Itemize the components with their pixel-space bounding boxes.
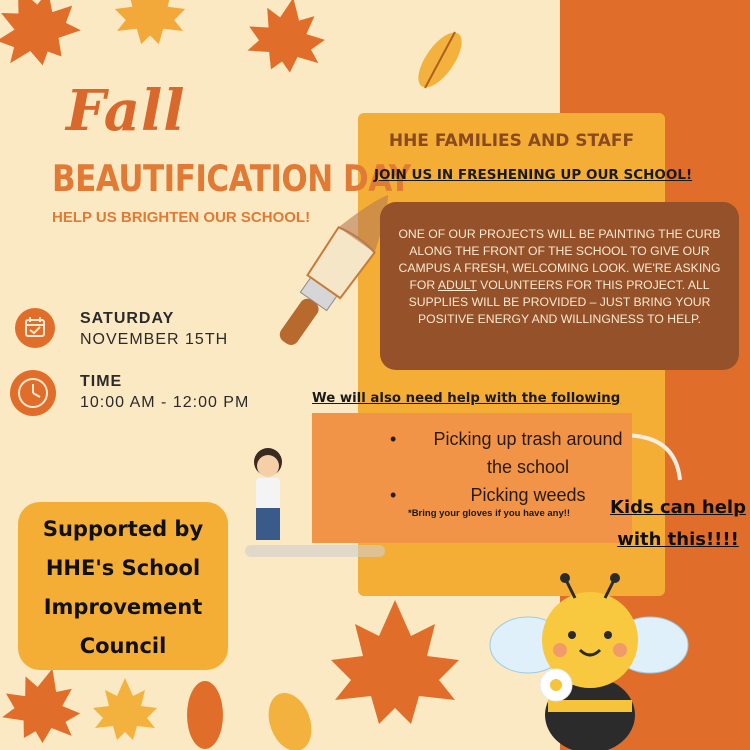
list-item: • Picking up trash around the school (390, 429, 623, 477)
help-heading: We will also need help with the following (312, 391, 621, 406)
project-text: ONE OF OUR PROJECTS WILL BE PAINTING THE CURB ALONG THE FRONT OF THE SCHOOL TO GIVE OUR CAMPUS A FRESH, WELCOMING LOOK. WE'RE ASKING FOR ADULT VOLUNTEERS FOR THIS PROJECT. ALL SUPPLIES WILL BE PROVIDED – JUST BRING YOUR POSITIVE ENERGY AND WILLINGNESS TO HELP. (398, 227, 721, 326)
adult-emphasis: ADULT (437, 278, 477, 292)
time-value: 10:00 AM - 12:00 PM (80, 394, 250, 411)
title-fall: Fall (66, 78, 186, 144)
calendar-icon (15, 308, 55, 348)
clock-icon (10, 370, 56, 416)
date-label: SATURDAY (80, 310, 175, 327)
time-label: TIME (80, 373, 123, 390)
join-heading: JOIN US IN FRESHENING UP OUR SCHOOL! (374, 167, 693, 183)
kids-callout: Kids can help with this!!!! (610, 497, 746, 550)
page-title: BEAUTIFICATION DAY (52, 158, 411, 201)
bee-mascot-icon (490, 573, 688, 750)
date-value: NOVEMBER 15TH (80, 331, 229, 348)
support-text: Supported by HHE's School Improvement Council (42, 517, 204, 658)
help-list (390, 425, 630, 509)
list-item: • Picking weeds (390, 485, 586, 505)
gloves-note: *Bring your gloves if you have any!! (408, 508, 571, 519)
subtitle: HELP US BRIGHTEN OUR SCHOOL! (52, 209, 311, 226)
families-heading: HHE FAMILIES AND STAFF (388, 131, 635, 151)
